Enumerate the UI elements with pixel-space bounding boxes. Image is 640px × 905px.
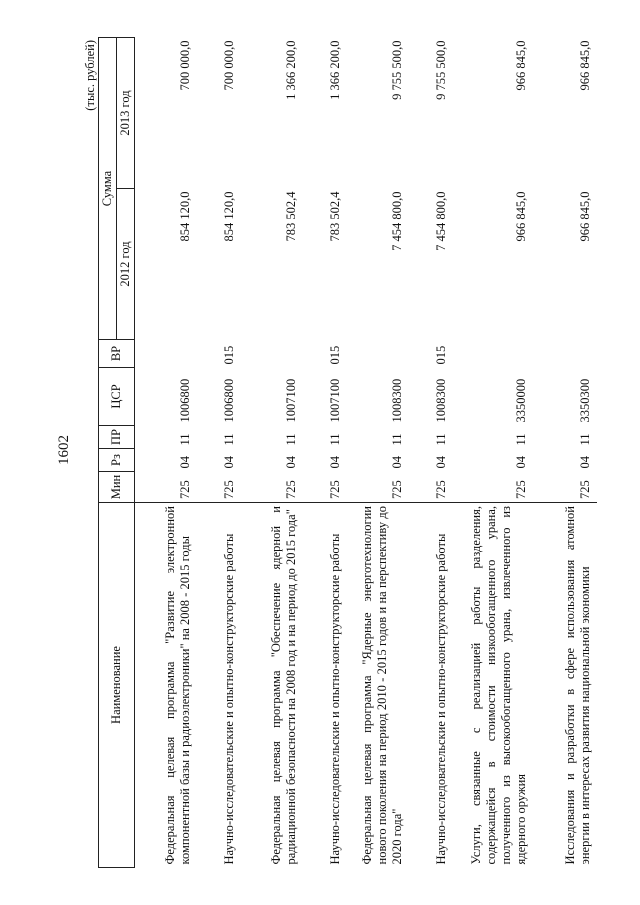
page-number: 1602 [56,435,72,465]
row-vr [453,340,533,368]
table-body [135,38,597,868]
row-2012: 783 502,4 [327,191,342,242]
table-row [533,38,597,868]
row-2012: 783 502,4 [283,191,298,242]
row-rz: 04 [283,456,298,469]
row-min: 725 [327,480,342,499]
row-name: Федеральная целевая программа "Ядерные энерготехнологии нового поколения на период 2010 - 2015 годов и на перспективу до 2020 года" [347,503,409,868]
table-row [197,38,241,868]
row-csr: 1008300 [389,378,404,423]
table-row [347,38,409,868]
row-2012: 966 845,0 [513,191,528,242]
row-vr [347,340,409,368]
row-rz: 04 [177,456,192,469]
row-name: Научно-исследовательские и опытно-конструкторские работы [197,503,241,868]
row-csr: 3350000 [513,378,528,423]
row-vr: 015 [327,345,342,365]
row-vr: 015 [433,345,448,365]
row-2013: 9 755 500,0 [433,40,448,100]
row-name: Услуги, связанные с реализацией работы разделения, содержащейся в стоимости низкообогащенного урана, полученного из высокообогащенного урана, извлеченного из ядерного оружия [453,503,533,868]
row-csr: 1006800 [221,378,236,423]
row-min: 725 [389,480,404,499]
row-pr: 11 [283,433,298,446]
row-min: 725 [221,480,236,499]
header-2012: 2012 год [117,189,135,340]
header-csr: ЦСР [99,368,135,426]
row-rz: 04 [221,456,236,469]
row-pr: 11 [433,433,448,446]
row-vr [241,340,303,368]
row-2012: 854 120,0 [221,191,236,242]
header-min: Мин [99,472,135,503]
rotated-table-page [82,38,632,868]
row-rz: 04 [389,456,404,469]
units-note: (тыс. рублей) [83,40,97,111]
row-name: Федеральная целевая программа "Обеспечение ядерной и радиационной безопасности на 2008 год и на период до 2015 года" [241,503,303,868]
header-name: Наименование [99,503,135,868]
row-rz: 04 [513,456,528,469]
row-2013: 1 366 200,0 [327,40,342,100]
budget-table [98,37,597,868]
row-pr: 11 [327,433,342,446]
row-rz: 04 [327,456,342,469]
row-min: 725 [283,480,298,499]
row-min: 725 [433,480,448,499]
row-vr: 015 [221,345,236,365]
row-csr: 1007100 [283,378,298,423]
row-pr: 11 [221,433,236,446]
row-name: Федеральная целевая программа "Развитие электронной компонентной базы и радиоэлектроники" на 2008 - 2015 годы [135,503,197,868]
row-rz: 04 [433,456,448,469]
header-rz-label: Рз [109,454,123,466]
header-rz [99,449,135,472]
row-2013: 1 366 200,0 [283,40,298,100]
table-row [409,38,453,868]
row-name: Научно-исследовательские и опытно-конструкторские работы [303,503,347,868]
header-sum: Сумма [99,38,117,340]
header-2013: 2013 год [117,38,135,189]
row-2013: 700 000,0 [221,40,236,91]
row-min: 725 [513,480,528,499]
row-2013: 966 845,0 [513,40,528,91]
row-2012: 7 454 800,0 [389,191,404,251]
row-vr [135,340,197,368]
row-2013: 966 845,0 [577,40,592,91]
row-2012: 966 845,0 [577,191,592,242]
row-pr: 11 [513,433,528,446]
row-2012: 7 454 800,0 [433,191,448,251]
row-rz: 04 [577,456,592,469]
table-row [135,38,197,868]
row-min: 725 [177,480,192,499]
table-header [99,38,135,868]
table-row [303,38,347,868]
row-csr: 1007100 [327,378,342,423]
row-csr: 3350300 [577,378,592,423]
row-2012: 854 120,0 [177,191,192,242]
row-pr: 11 [389,433,404,446]
row-name: Научно-исследовательские и опытно-конструкторские работы [409,503,453,868]
row-name: Исследования и разработки в сфере использования атомной энергии в интересах развития национальной экономики [533,503,597,868]
header-pr: ПР [99,426,135,449]
table-row [241,38,303,868]
row-pr: 11 [577,433,592,446]
row-pr: 11 [177,433,192,446]
header-vr: ВР [99,340,135,368]
row-csr: 1008300 [433,378,448,423]
row-2013: 9 755 500,0 [389,40,404,100]
row-vr [533,340,597,368]
row-csr: 1006800 [177,378,192,423]
row-2013: 700 000,0 [177,40,192,91]
table-row [453,38,533,868]
row-min: 725 [577,480,592,499]
